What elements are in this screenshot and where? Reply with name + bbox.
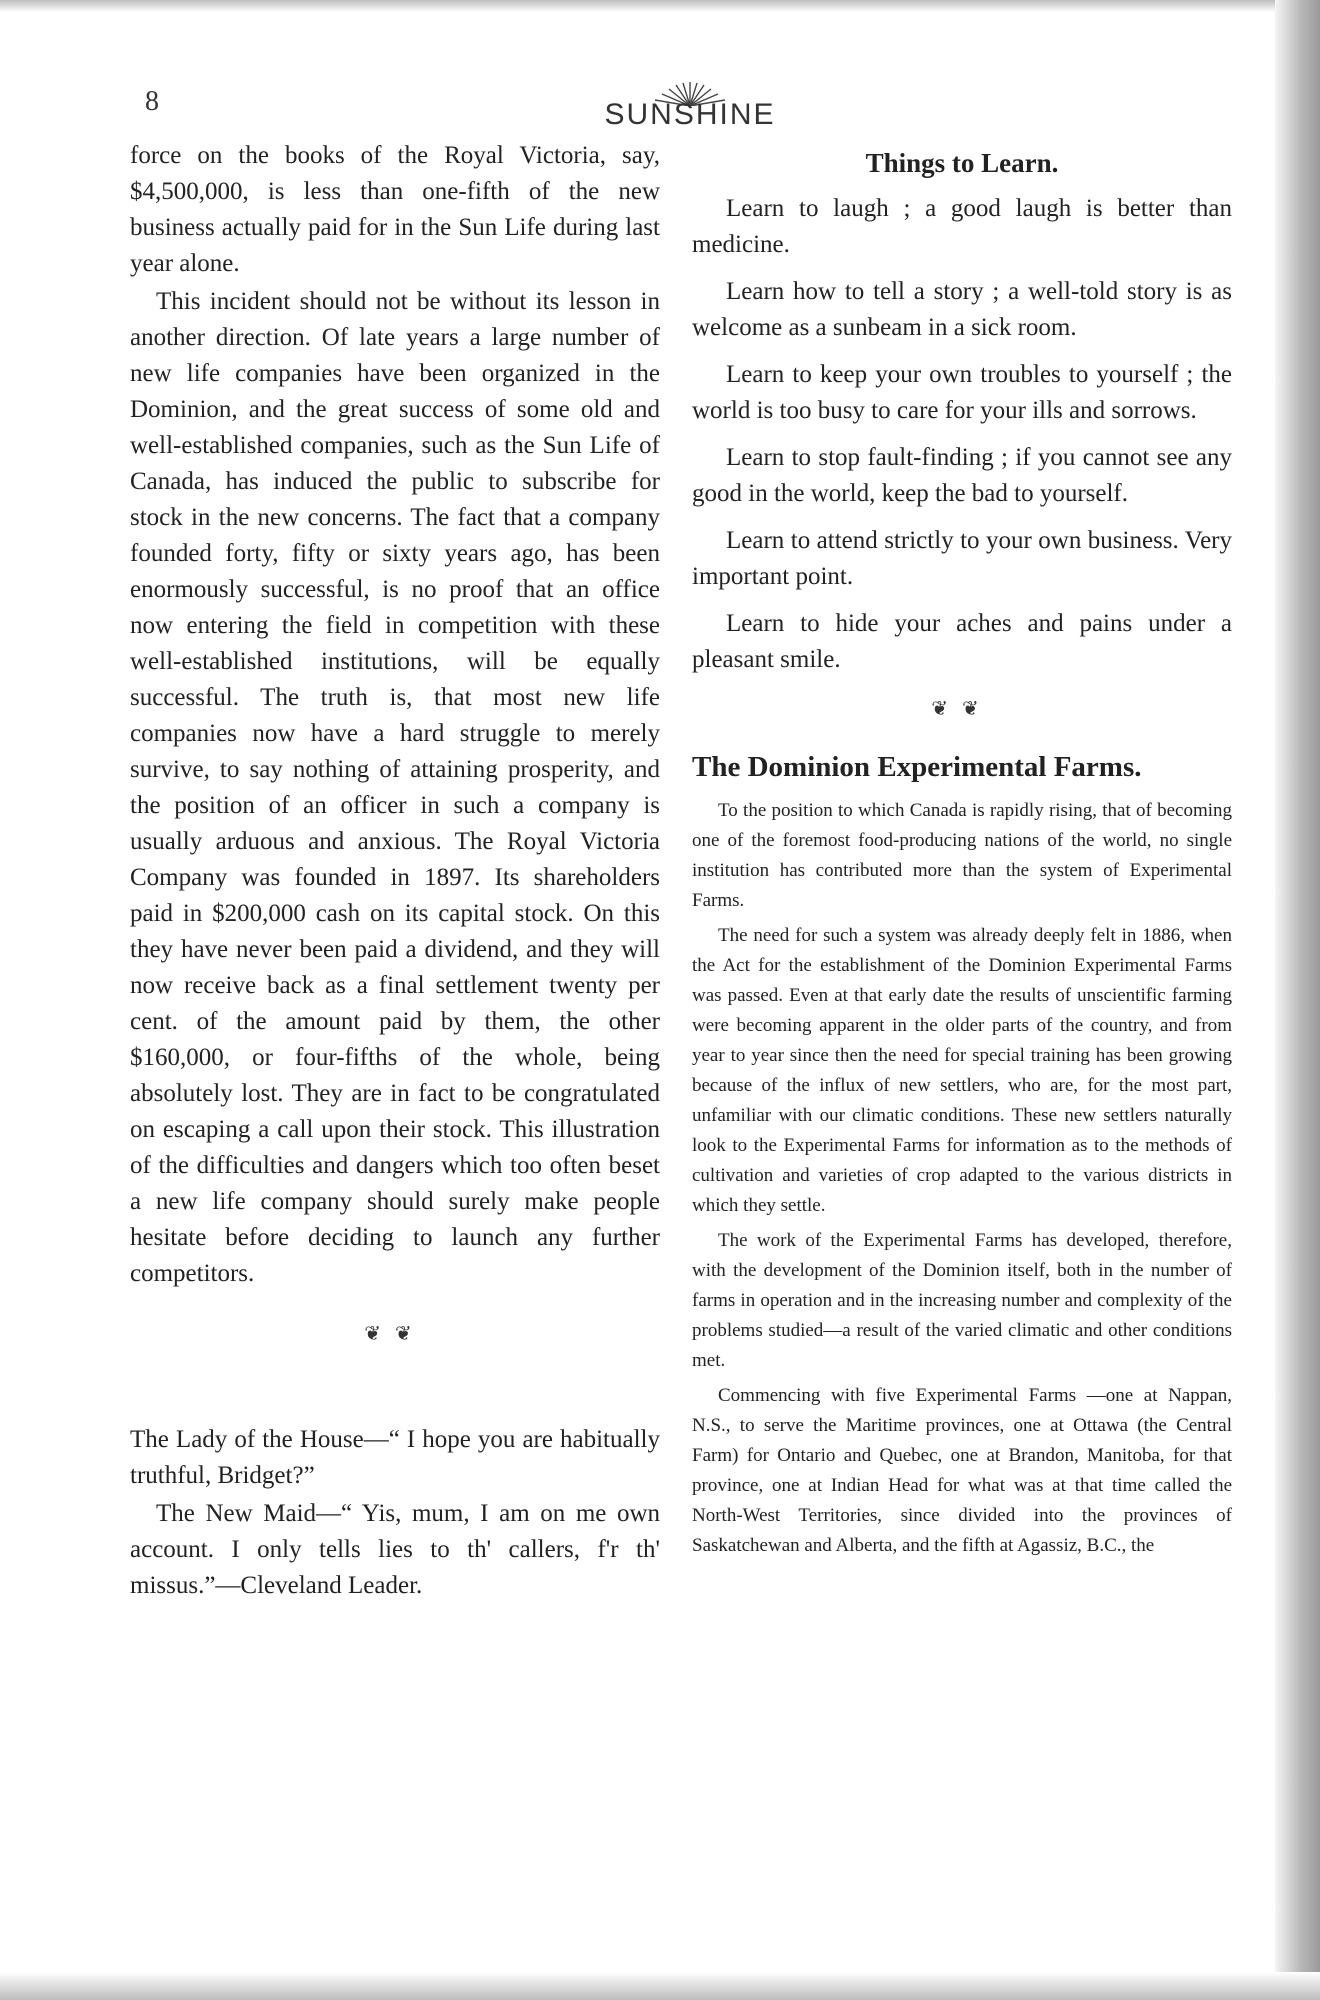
farms-paragraph: The work of the Experimental Farms has developed, therefore, with the development of the Dominion itself, both in the number of farms in operation and in the increasing number and complexity of the problems studied—a result of the varied climatic and other conditions met. (692, 1230, 1232, 1371)
right-column (692, 138, 1232, 1566)
joke-paragraph: The New Maid—“ Yis, mum, I am on me own account. I only tells lies to th' callers, f'r th' missus.”—Cleveland Leader. (130, 1500, 660, 1599)
learn-item: Learn to stop fault-finding ; if you cannot see any good in the world, keep the bad to yourself. (692, 444, 1232, 507)
section-divider-ornament: ❦❦ (364, 1323, 426, 1345)
farms-paragraph: Commencing with five Experimental Farms —one at Nappan, N.S., to serve the Maritime provinces, one at Ottawa (the Central Farm) for Ontario and Quebec, one at Brandon, Manitoba, for that province, one at Indian Head for what was at that time called the North-West Territories, since divided into the provinces of Saskatchewan and Alberta, and the fifth at Agassiz, B.C., the (692, 1385, 1232, 1556)
scan-edge-right (1275, 0, 1320, 2000)
farms-paragraph: To the position to which Canada is rapidly rising, that of becoming one of the foremost food-producing nations of the world, no single institution has contributed more than the system of Experimental Farms. (692, 800, 1232, 911)
section-divider-ornament: ❦❦ (931, 698, 993, 720)
joke-paragraph: The Lady of the House—“ I hope you are habitually truthful, Bridget?” (130, 1426, 660, 1489)
experimental-farms-title: The Dominion Experimental Farms. (692, 751, 1142, 783)
scan-edge-top (0, 0, 1320, 12)
page-number: 8 (145, 86, 159, 117)
left-column (130, 138, 660, 1604)
masthead-title: SUNSHINE (604, 98, 776, 131)
learn-item: Learn how to tell a story ; a well-told story is as welcome as a sunbeam in a sick room. (692, 278, 1232, 341)
masthead (600, 80, 780, 130)
learn-item: Learn to laugh ; a good laugh is better than medicine. (692, 195, 1232, 258)
scan-edge-bottom (0, 1972, 1320, 2000)
farms-paragraph: The need for such a system was already deeply felt in 1886, when the Act for the establishment of the Dominion Experimental Farms was passed. Even at that early date the results of unscientific farming were becoming apparent in the older parts of the country, and from year to year since then the need for special training has been growing because of the influx of new settlers, who are, for the most part, unfamiliar with our climatic conditions. These new settlers naturally look to the Experimental Farms for information as to the methods of cultivation and varieties of crop adapted to the various districts in which they settle. (692, 925, 1232, 1216)
things-to-learn-title: Things to Learn. (865, 148, 1059, 178)
article-paragraph: force on the books of the Royal Victoria, say, $4,500,000, is less than one-fifth of the new business actually paid for in the Sun Life during last year alone. (130, 142, 660, 277)
learn-item: Learn to hide your aches and pains under a pleasant smile. (692, 610, 1232, 673)
article-paragraph: This incident should not be without its lesson in another direction. Of late years a large number of new life companies have been organized in the Dominion, and the great success of some old and well-established companies, such as the Sun Life of Canada, has induced the public to subscribe for stock in the new concerns. The fact that a company founded forty, fifty or sixty years ago, has been enormously successful, is no proof that an office now entering the field in competition with these well-established institutions, will be equally successful. The truth is, that most new life companies now have a hard struggle to merely survive, to say nothing of attaining prosperity, and the position of an officer in such a company is usually arduous and anxious. The Royal Victoria Company was founded in 1897. Its shareholders paid in $200,000 cash on its capital stock. On this they have never been paid a dividend, and they will now receive back as a final settlement twenty per cent. of the amount paid by them, the other $160,000, or four-fifths of the whole, being absolutely lost. They are in fact to be congratulated on escaping a call upon their stock. This illustration of the difficulties and dangers which too often beset a new life company should surely make people hesitate before deciding to launch any further competitors. (130, 288, 660, 1287)
learn-item: Learn to attend strictly to your own business. Very important point. (692, 527, 1232, 590)
learn-item: Learn to keep your own troubles to yourself ; the world is too busy to care for your ills and sorrows. (692, 361, 1232, 424)
